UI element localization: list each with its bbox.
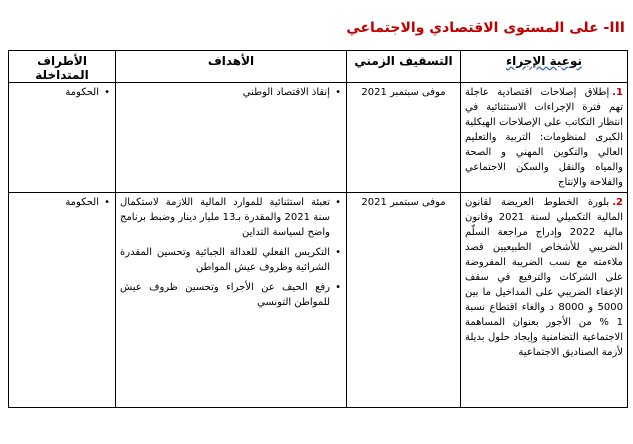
timing-cell: موفى سبتمبر 2021 (347, 193, 461, 408)
parties-cell (9, 83, 116, 193)
header-action-type: نوعية الإجراء (461, 51, 628, 83)
action-text: بلورة الخطوط العريضة لقانون المالية التكميلي لسنة 2021 وقانون مالية 2022 وإدراج مراجعة السلّم الضريبي للأشخاص الطبيعيين قصد ملاءمته مع نسب الضريبة المفروضة على الشركات والترفيع في سقف الإعفاء الضريبي على المداخيل ما بين 5000 و 8000 د والغاء اقتطاع نسبة 1 % من الأجور بعنوان المساهمة الاجتماعية التضامنية وإيجاد حلول بديلة لأزمة الصناديق الاجتماعية (465, 197, 623, 358)
item-number: 1. (612, 87, 623, 98)
objective-item: • التكريس الفعلي للعدالة الجبائية وتحسين المقدرة الشرائية وظروف عيش المواطن (120, 245, 330, 275)
objective-item: • رفع الحيف عن الأجراء وتحسين ظروف عيش للمواطن التونسي (120, 280, 330, 310)
table-row (9, 193, 628, 408)
action-cell (461, 83, 628, 193)
action-text: إطلاق إصلاحات اقتصادية عاجلة تهم فترة الإجراءات الاستثنائية في انتظار التكاتب على الإصلاحات الهيكلية الكبرى لمنظومات: التربية والتعليم العالي والتكوين المهني و الصحة والمياه والنقل والسكن الاجتماعي والفلاحة والإنتاج (465, 87, 623, 188)
objective-item: • إنقاذ الاقتصاد الوطني (120, 85, 330, 100)
objectives-cell (116, 193, 347, 408)
objective-item: • تعبئة استثنائية للموارد المالية اللازمة لاستكمال سنة 2021 والمقدرة بـ13 مليار دينار وضبط برنامج واضح لسياسة التداين (120, 195, 330, 240)
header-timing: التسقيف الزمني (347, 51, 461, 83)
objectives-cell (116, 83, 347, 193)
section-heading: III- على المستوى الاقتصادي والاجتماعي (346, 20, 625, 36)
header-parties: الأطراف المتداخلة (9, 51, 116, 83)
party-item: • الحكومة (13, 85, 99, 100)
item-number: 2. (612, 197, 623, 208)
action-cell (461, 193, 628, 408)
table-header-row (9, 51, 628, 83)
action-plan-table (8, 50, 628, 408)
table-row (9, 83, 628, 193)
parties-cell (9, 193, 116, 408)
header-objectives: الأهداف (116, 51, 347, 83)
timing-cell: موفى سبتمبر 2021 (347, 83, 461, 193)
party-item: • الحكومة (13, 195, 99, 210)
